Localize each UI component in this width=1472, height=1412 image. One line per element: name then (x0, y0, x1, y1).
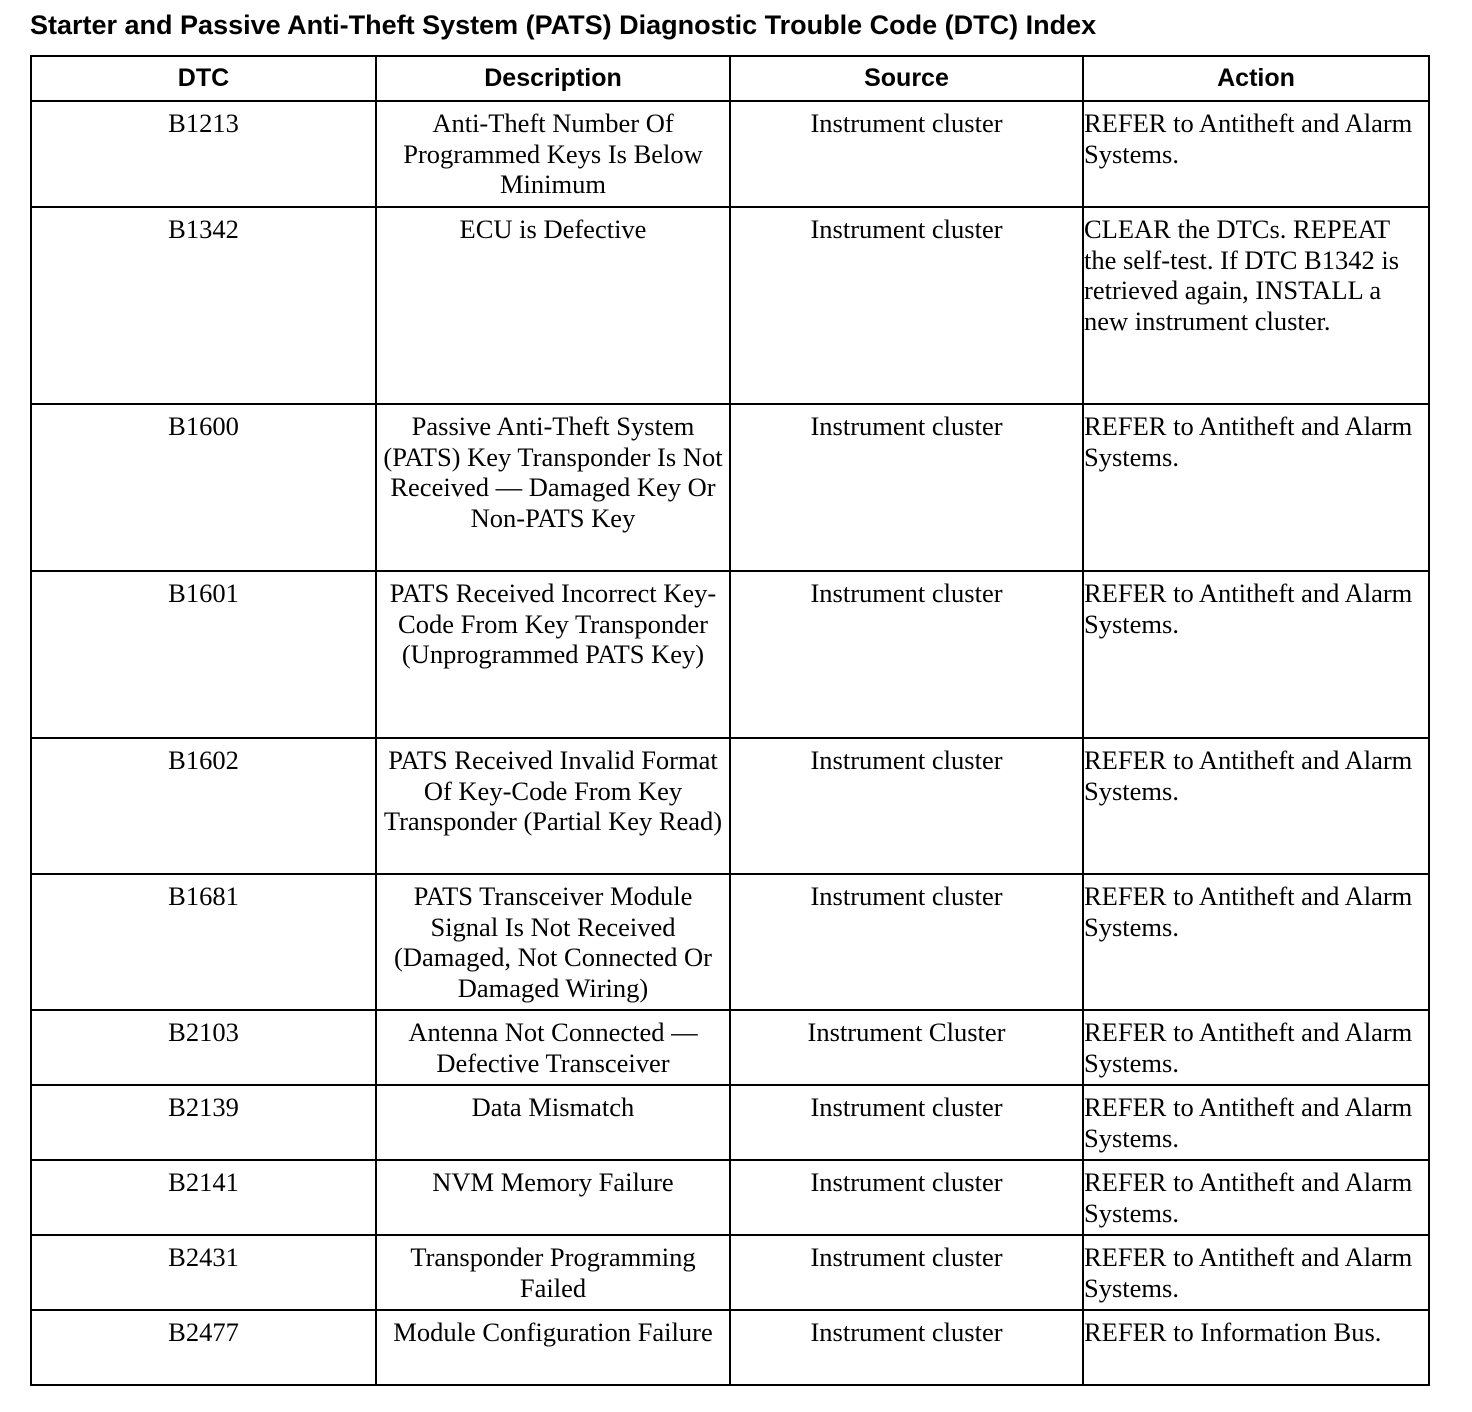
dtc-source: Instrument cluster (730, 1310, 1083, 1385)
dtc-source: Instrument cluster (730, 101, 1083, 207)
table-row (31, 874, 1429, 1010)
action-text: CLEAR the DTCs. REPEAT the self-test. If DTC B1342 is retrieved again, INSTALL a new instrument cluster. (1084, 214, 1400, 336)
dtc-description (376, 101, 730, 207)
dtc-source: Instrument cluster (730, 207, 1083, 404)
action-text: REFER to Antitheft and Alarm Systems. (1084, 411, 1413, 472)
action-text: REFER to Antitheft and Alarm Systems. (1084, 1017, 1413, 1078)
dtc-action (1083, 1010, 1429, 1085)
dtc-code: B2141 (31, 1160, 376, 1235)
table-row (31, 571, 1429, 738)
table-row (31, 738, 1429, 874)
dtc-action (1083, 101, 1429, 207)
dtc-source: Instrument cluster (730, 404, 1083, 571)
dtc-source: Instrument cluster (730, 738, 1083, 874)
dtc-index-table (30, 55, 1430, 1386)
description-text: Antenna Not Connected — Defective Transceiver (408, 1017, 698, 1078)
dtc-description (376, 874, 730, 1010)
dtc-source: Instrument cluster (730, 571, 1083, 738)
description-text: Data Mismatch (471, 1092, 635, 1122)
dtc-code: B2139 (31, 1085, 376, 1160)
table-row (31, 1235, 1429, 1310)
dtc-action (1083, 1085, 1429, 1160)
table-row (31, 1010, 1429, 1085)
dtc-source: Instrument cluster (730, 874, 1083, 1010)
dtc-description (376, 404, 730, 571)
dtc-description (376, 207, 730, 404)
dtc-description (376, 738, 730, 874)
document-title: Starter and Passive Anti-Theft System (PATS) Diagnostic Trouble Code (DTC) Index (30, 10, 1097, 40)
action-text: REFER to Antitheft and Alarm Systems. (1084, 578, 1413, 639)
action-text: REFER to Antitheft and Alarm Systems. (1084, 881, 1413, 942)
table-row (31, 1160, 1429, 1235)
dtc-code: B1342 (31, 207, 376, 404)
dtc-code: B1601 (31, 571, 376, 738)
dtc-source: Instrument Cluster (730, 1010, 1083, 1085)
dtc-code: B1600 (31, 404, 376, 571)
dtc-code: B2477 (31, 1310, 376, 1385)
header-dtc: DTC (31, 56, 376, 101)
table-row (31, 207, 1429, 404)
action-text: REFER to Antitheft and Alarm Systems. (1084, 1242, 1413, 1303)
dtc-description (376, 571, 730, 738)
description-text: PATS Received Invalid Format Of Key-Code From Key Transponder (Partial Key Read) (383, 745, 723, 836)
action-text: REFER to Information Bus. (1084, 1317, 1382, 1347)
dtc-code: B2103 (31, 1010, 376, 1085)
table-row (31, 404, 1429, 571)
header-description: Description (376, 56, 730, 101)
dtc-action (1083, 571, 1429, 738)
dtc-action (1083, 207, 1429, 404)
dtc-action (1083, 738, 1429, 874)
action-text: REFER to Antitheft and Alarm Systems. (1084, 745, 1413, 806)
description-text: Transponder Programming Failed (410, 1242, 696, 1303)
dtc-description (376, 1085, 730, 1160)
dtc-action (1083, 1235, 1429, 1310)
table-row (31, 1310, 1429, 1385)
header-source: Source (730, 56, 1083, 101)
dtc-action (1083, 1310, 1429, 1385)
table-row (31, 1085, 1429, 1160)
dtc-action (1083, 1160, 1429, 1235)
dtc-code: B1602 (31, 738, 376, 874)
description-text: PATS Received Incorrect Key-Code From Key Transponder (Unprogrammed PATS Key) (389, 578, 717, 669)
dtc-code: B1681 (31, 874, 376, 1010)
dtc-description (376, 1235, 730, 1310)
description-text: NVM Memory Failure (432, 1167, 674, 1197)
description-text: Anti-Theft Number Of Programmed Keys Is Below Minimum (403, 108, 703, 199)
dtc-description (376, 1310, 730, 1385)
table-header-row (31, 56, 1429, 101)
dtc-source: Instrument cluster (730, 1085, 1083, 1160)
dtc-action (1083, 874, 1429, 1010)
dtc-description (376, 1160, 730, 1235)
description-text: Module Configuration Failure (393, 1317, 713, 1347)
description-text: PATS Transceiver Module Signal Is Not Received (Damaged, Not Connected Or Damaged Wiring) (394, 881, 712, 1003)
dtc-source: Instrument cluster (730, 1235, 1083, 1310)
action-text: REFER to Antitheft and Alarm Systems. (1084, 1092, 1413, 1153)
header-action: Action (1083, 56, 1429, 101)
dtc-description (376, 1010, 730, 1085)
dtc-code: B1213 (31, 101, 376, 207)
description-text: Passive Anti-Theft System (PATS) Key Transponder Is Not Received — Damaged Key Or Non-PATS Key (383, 411, 723, 533)
description-text: ECU is Defective (459, 214, 647, 244)
dtc-code: B2431 (31, 1235, 376, 1310)
dtc-action (1083, 404, 1429, 571)
table-row (31, 101, 1429, 207)
dtc-source: Instrument cluster (730, 1160, 1083, 1235)
action-text: REFER to Antitheft and Alarm Systems. (1084, 1167, 1413, 1228)
action-text: REFER to Antitheft and Alarm Systems. (1084, 108, 1413, 169)
